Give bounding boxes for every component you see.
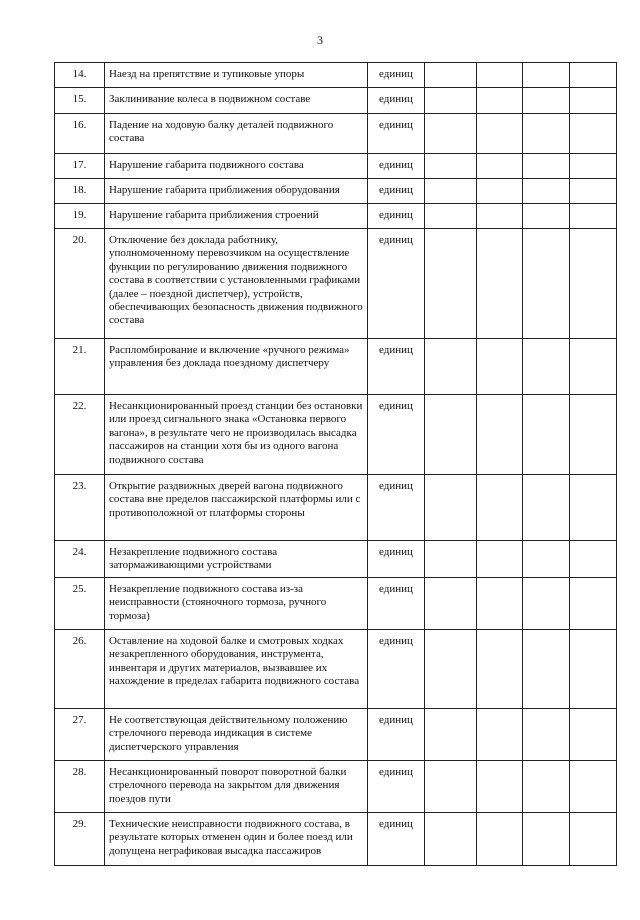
unit-of-measure: единиц (368, 204, 425, 229)
value-cell (425, 578, 477, 630)
value-cell (570, 813, 617, 866)
value-cell (477, 578, 523, 630)
value-cell (425, 395, 477, 475)
value-cell (523, 709, 570, 761)
value-cell (425, 813, 477, 866)
indicator-name: Незакрепление подвижного состава затормаживающими устройствами (105, 541, 368, 578)
value-cell (523, 541, 570, 578)
indicator-name: Падение на ходовую балку деталей подвижного состава (105, 114, 368, 154)
indicator-name: Нарушение габарита приближения строений (105, 204, 368, 229)
table-row (55, 154, 617, 179)
value-cell (570, 630, 617, 709)
indicator-name: Открытие раздвижных дверей вагона подвижного состава вне пределов пассажирской платформы или с противоположной от платформы стороны (105, 475, 368, 541)
value-cell (523, 154, 570, 179)
value-cell (570, 88, 617, 114)
indicator-name: Нарушение габарита подвижного состава (105, 154, 368, 179)
table-row (55, 339, 617, 395)
indicator-name: Не соответствующая действительному положению стрелочного перевода индикация в системе диспетчерского управления (105, 709, 368, 761)
value-cell (425, 88, 477, 114)
table-row (55, 395, 617, 475)
row-number: 23. (55, 475, 105, 541)
indicator-name: Отключение без доклада работнику, уполномоченному перевозчиком на осуществление функции по регулированию движения подвижного состава в соответствии с установленными графиками (далее – поездной диспетчер), устройств, обеспечивающих безопасность движения подвижного состава (105, 229, 368, 339)
value-cell (477, 541, 523, 578)
unit-of-measure: единиц (368, 475, 425, 541)
table-row (55, 709, 617, 761)
value-cell (425, 229, 477, 339)
unit-of-measure: единиц (368, 578, 425, 630)
page-number: 3 (317, 33, 323, 47)
value-cell (477, 204, 523, 229)
table-row (55, 179, 617, 204)
row-number: 26. (55, 630, 105, 709)
value-cell (425, 339, 477, 395)
indicator-name: Нарушение габарита приближения оборудования (105, 179, 368, 204)
table-row (55, 761, 617, 813)
value-cell (425, 761, 477, 813)
unit-of-measure: единиц (368, 114, 425, 154)
indicator-name: Распломбирование и включение «ручного режима» управления без доклада поездному диспетчеру (105, 339, 368, 395)
value-cell (477, 813, 523, 866)
indicator-name: Несанкционированный поворот поворотной балки стрелочного перевода на закрытом для движения поездов пути (105, 761, 368, 813)
value-cell (523, 63, 570, 88)
unit-of-measure: единиц (368, 761, 425, 813)
value-cell (570, 229, 617, 339)
row-number: 15. (55, 88, 105, 114)
row-number: 25. (55, 578, 105, 630)
unit-of-measure: единиц (368, 541, 425, 578)
indicator-name: Несанкционированный проезд станции без остановки или проезд сигнального знака «Остановка первого вагона», в результате чего не производилась высадка пассажиров на станции хотя бы из одного вагона подвижного состава (105, 395, 368, 475)
indicator-name: Оставление на ходовой балке и смотровых ходках незакрепленного оборудования, инструмента, инвентаря и других материалов, вызвавшее их нахождение в пределах габарита подвижного состава (105, 630, 368, 709)
unit-of-measure: единиц (368, 229, 425, 339)
value-cell (425, 204, 477, 229)
value-cell (570, 114, 617, 154)
value-cell (477, 395, 523, 475)
row-number: 21. (55, 339, 105, 395)
value-cell (570, 475, 617, 541)
unit-of-measure: единиц (368, 630, 425, 709)
value-cell (523, 114, 570, 154)
indicator-name: Технические неисправности подвижного состава, в результате которых отменен один и более поезд или допущена неграфиковая высадка пассажиров (105, 813, 368, 866)
value-cell (570, 395, 617, 475)
table-row (55, 578, 617, 630)
row-number: 16. (55, 114, 105, 154)
unit-of-measure: единиц (368, 154, 425, 179)
row-number: 24. (55, 541, 105, 578)
value-cell (523, 339, 570, 395)
row-number: 29. (55, 813, 105, 866)
unit-of-measure: единиц (368, 339, 425, 395)
table-row (55, 63, 617, 88)
table-row (55, 813, 617, 866)
value-cell (425, 630, 477, 709)
table-row (55, 114, 617, 154)
indicator-name: Наезд на препятствие и тупиковые упоры (105, 63, 368, 88)
unit-of-measure: единиц (368, 88, 425, 114)
value-cell (570, 339, 617, 395)
value-cell (425, 154, 477, 179)
value-cell (523, 204, 570, 229)
value-cell (523, 475, 570, 541)
value-cell (477, 63, 523, 88)
value-cell (570, 578, 617, 630)
row-number: 17. (55, 154, 105, 179)
value-cell (523, 395, 570, 475)
value-cell (425, 541, 477, 578)
table-row (55, 229, 617, 339)
value-cell (523, 229, 570, 339)
row-number: 19. (55, 204, 105, 229)
value-cell (425, 114, 477, 154)
value-cell (425, 63, 477, 88)
value-cell (523, 578, 570, 630)
value-cell (570, 761, 617, 813)
unit-of-measure: единиц (368, 395, 425, 475)
value-cell (477, 179, 523, 204)
value-cell (425, 709, 477, 761)
value-cell (523, 761, 570, 813)
value-cell (570, 179, 617, 204)
value-cell (477, 114, 523, 154)
value-cell (477, 630, 523, 709)
row-number: 27. (55, 709, 105, 761)
indicator-name: Незакрепление подвижного состава из-за неисправности (стояночного тормоза, ручного тормоза) (105, 578, 368, 630)
row-number: 20. (55, 229, 105, 339)
value-cell (477, 761, 523, 813)
value-cell (570, 541, 617, 578)
unit-of-measure: единиц (368, 709, 425, 761)
indicator-name: Заклинивание колеса в подвижном составе (105, 88, 368, 114)
value-cell (425, 475, 477, 541)
value-cell (523, 179, 570, 204)
row-number: 22. (55, 395, 105, 475)
value-cell (477, 154, 523, 179)
value-cell (477, 475, 523, 541)
value-cell (477, 339, 523, 395)
incident-table (54, 62, 617, 866)
value-cell (523, 88, 570, 114)
value-cell (523, 630, 570, 709)
value-cell (425, 179, 477, 204)
table-row (55, 88, 617, 114)
unit-of-measure: единиц (368, 63, 425, 88)
unit-of-measure: единиц (368, 813, 425, 866)
row-number: 18. (55, 179, 105, 204)
value-cell (570, 204, 617, 229)
value-cell (570, 154, 617, 179)
value-cell (477, 709, 523, 761)
value-cell (477, 229, 523, 339)
unit-of-measure: единиц (368, 179, 425, 204)
table-row (55, 475, 617, 541)
value-cell (523, 813, 570, 866)
value-cell (477, 88, 523, 114)
value-cell (570, 63, 617, 88)
table-row (55, 541, 617, 578)
row-number: 28. (55, 761, 105, 813)
row-number: 14. (55, 63, 105, 88)
table-row (55, 204, 617, 229)
table-row (55, 630, 617, 709)
value-cell (570, 709, 617, 761)
